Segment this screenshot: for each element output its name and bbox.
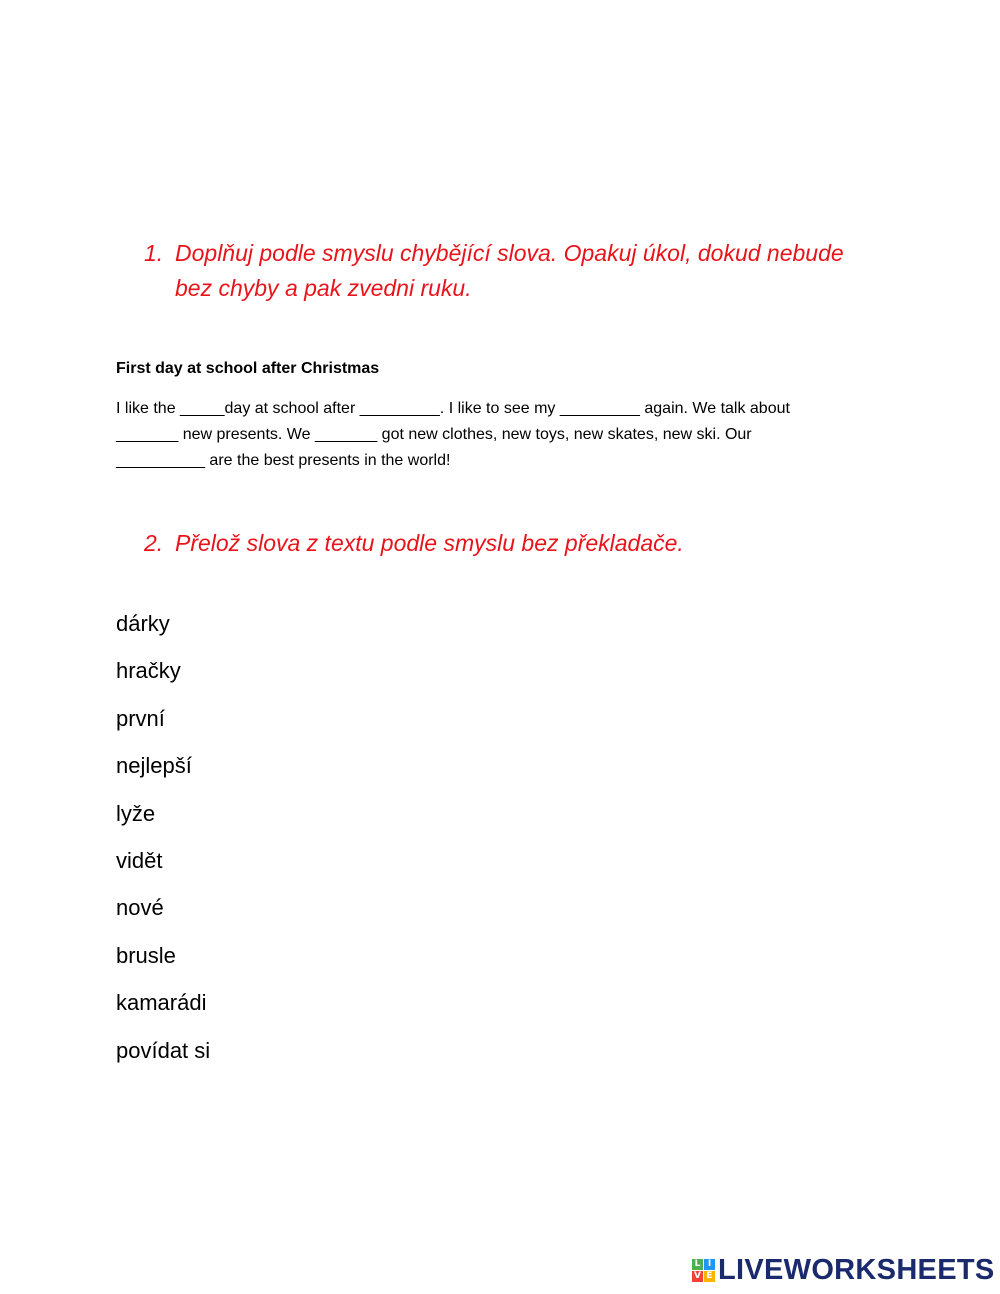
vocabulary-item: hračky	[116, 658, 181, 684]
logo-mark-icon	[692, 1259, 715, 1282]
story-line: _______ new presents. We _______ got new clothes, new toys, new skates, new ski. Our	[116, 426, 752, 443]
vocabulary-item: vidět	[116, 847, 163, 873]
task-2-instruction	[144, 526, 884, 561]
story-line: I like the _____day at school after _________. I like to see my _________ again. We talk about	[116, 400, 790, 417]
logo-mark-tile: E	[704, 1271, 715, 1282]
story-line: __________ are the best presents in the world!	[116, 452, 451, 469]
vocabulary-item: dárky	[116, 611, 170, 636]
vocabulary-item: nové	[116, 895, 164, 921]
task-1-text: Doplňuj podle smyslu chybějící slova. Opakuj úkol, dokud nebude bez chyby a pak zvedni ruku.	[175, 240, 844, 301]
logo-mark-tile: I	[704, 1259, 715, 1270]
liveworksheets-logo	[692, 1255, 995, 1285]
vocabulary-list	[116, 606, 210, 1080]
story-paragraph	[116, 396, 876, 474]
task-2-number: 2.	[144, 530, 164, 556]
vocabulary-item: kamarádi	[116, 990, 207, 1016]
vocabulary-item: brusle	[116, 942, 176, 968]
story-title: First day at school after Christmas	[116, 360, 380, 377]
vocabulary-item: první	[116, 705, 165, 731]
logo-mark-tile: L	[692, 1259, 703, 1270]
task-1-number: 1.	[144, 240, 164, 266]
task-1-instruction	[144, 236, 884, 306]
vocabulary-item: lyže	[116, 800, 156, 826]
task-2-text: Přelož slova z textu podle smyslu bez překladače.	[175, 530, 684, 556]
vocabulary-item: povídat si	[116, 1037, 211, 1063]
logo-text: LIVEWORKSHEETS	[718, 1254, 995, 1286]
vocabulary-item: nejlepší	[116, 753, 192, 779]
logo-mark-tile: V	[692, 1271, 703, 1282]
